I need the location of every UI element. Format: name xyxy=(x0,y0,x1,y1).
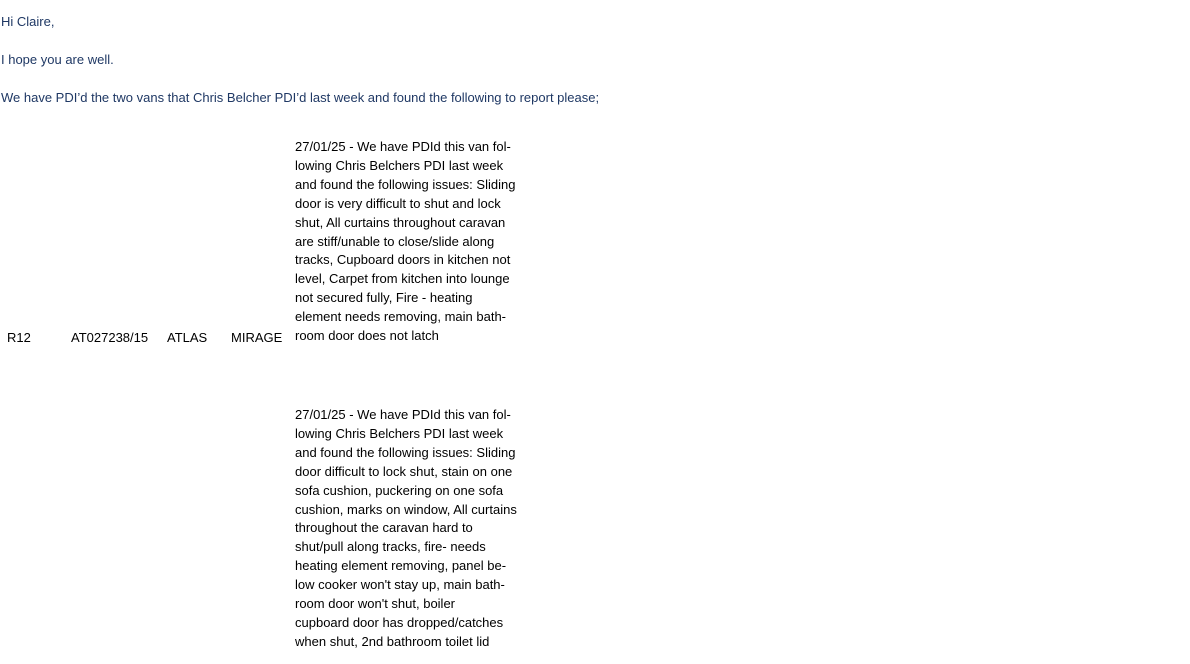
greeting-text: Hi Claire, xyxy=(1,14,55,29)
notes-line: room door won't shut, boiler xyxy=(295,596,456,612)
notes-line: when shut, 2nd bathroom toilet lid xyxy=(295,633,490,649)
notes-line: lowing Chris Belchers PDI last week xyxy=(295,157,504,173)
lead-text: We have PDI’d the two vans that Chris Belcher PDI’d last week and found the following to report please; xyxy=(1,90,600,105)
model-cell: MIRAGE xyxy=(231,330,283,345)
serial-number-cell: AT027238/15 xyxy=(71,330,149,345)
notes-line: element needs removing, main bath- xyxy=(295,309,507,325)
notes-line: sofa cushion, puckering on one sofa xyxy=(295,482,504,498)
notes-line: cushion, marks on window, All curtains xyxy=(295,501,517,517)
notes-line: low cooker won't stay up, main bath- xyxy=(295,577,505,593)
ref-cell: R12 xyxy=(7,330,31,345)
pdi-report-table xyxy=(7,136,607,664)
notes-line: are stiff/unable to close/slide along xyxy=(295,233,495,249)
notes-line: and found the following issues: Sliding xyxy=(295,176,516,192)
notes-line: heating element removing, panel be- xyxy=(295,558,507,574)
notes-line: not secured fully, Fire - heating xyxy=(295,290,473,306)
notes-line: shut, All curtains throughout caravan xyxy=(295,214,506,230)
notes-line: and found the following issues: Sliding xyxy=(295,444,516,460)
make-cell: ATLAS xyxy=(167,330,208,345)
notes-line: cupboard door has dropped/catches xyxy=(295,614,504,630)
notes-line: door difficult to lock shut, stain on one xyxy=(295,463,513,479)
notes-line: shut/pull along tracks, fire- needs xyxy=(295,539,486,555)
notes-line: 27/01/25 - We have PDId this van fol- xyxy=(295,407,511,422)
notes-line: room door does not latch xyxy=(295,328,439,344)
intro-text: I hope you are well. xyxy=(1,52,114,67)
table-row xyxy=(7,136,607,404)
notes-line: level, Carpet from kitchen into lounge xyxy=(295,271,510,287)
notes-line: door is very difficult to shut and lock xyxy=(295,195,501,211)
notes-cell xyxy=(295,406,527,652)
notes-line: throughout the caravan hard to xyxy=(295,520,473,536)
notes-line: 27/01/25 - We have PDId this van fol- xyxy=(295,139,511,154)
table-row xyxy=(7,404,607,664)
notes-line: lowing Chris Belchers PDI last week xyxy=(295,425,504,441)
notes-cell xyxy=(295,138,527,346)
notes-line: tracks, Cupboard doors in kitchen not xyxy=(295,252,511,268)
